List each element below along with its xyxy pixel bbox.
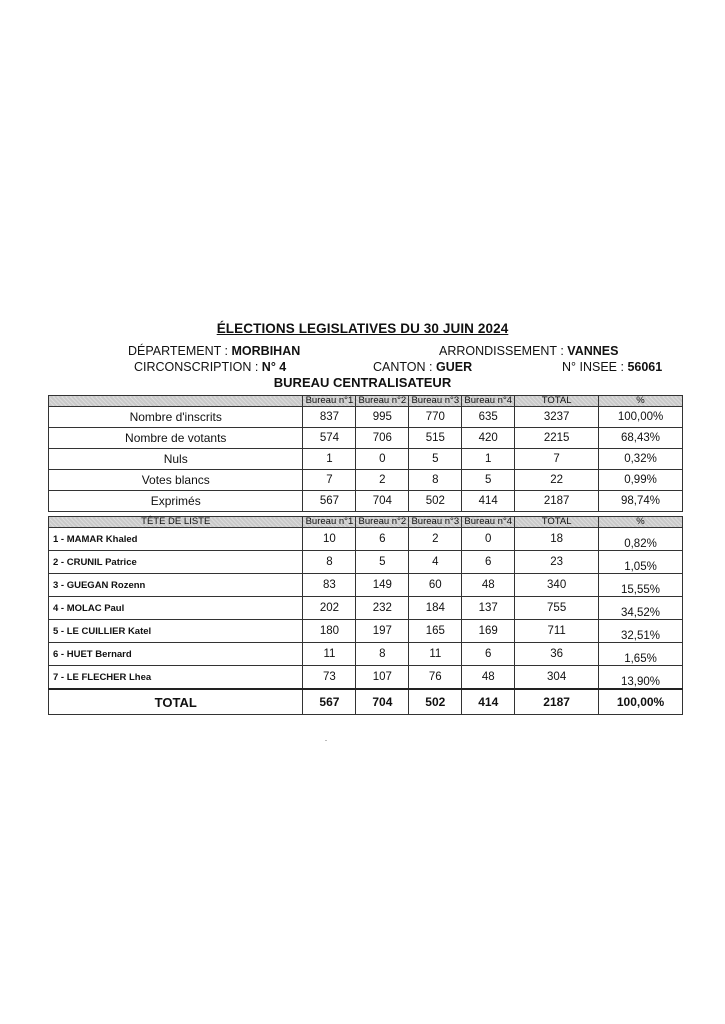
row-label: Nombre de votants [49,428,303,449]
cell: 420 [462,428,515,449]
cell: 0 [462,528,515,551]
cell: 48 [462,574,515,597]
arrondissement-label: ARRONDISSEMENT : [439,344,564,358]
cell: 11 [303,643,356,666]
candidate-label: 5 - LE CUILLIER Katel [49,620,303,643]
cell: 107 [356,666,409,690]
results-header-bureau-1: Bureau n°1 [303,517,356,528]
document-title: ÉLECTIONS LEGISLATIVES DU 30 JUIN 2024 [216,321,509,336]
insee-label: N° INSEE : [562,360,624,374]
total-label: TOTAL [49,689,303,715]
cell: 68,43% [599,428,683,449]
cell: 7 [303,470,356,491]
cell: 202 [303,597,356,620]
results-header-total: TOTAL [515,517,599,528]
cell: 8 [303,551,356,574]
circonscription [134,360,286,374]
cell: 18 [515,528,599,551]
cell: 6 [356,528,409,551]
table-row [49,620,683,643]
canton-value: GUER [435,360,473,374]
cell: 76 [409,666,462,690]
summary-table [48,395,683,512]
table-row [49,407,683,428]
table-row [49,643,683,666]
canton-label: CANTON : [373,360,433,374]
cell: 13,90% [599,666,683,690]
candidate-label: 7 - LE FLECHER Lhea [49,666,303,690]
row-label: Votes blancs [49,470,303,491]
table-row [49,666,683,690]
cell: 165 [409,620,462,643]
cell: 5 [462,470,515,491]
row-label: Nuls [49,449,303,470]
arrondissement-value: VANNES [567,344,619,358]
insee-value: 56061 [627,360,663,374]
summary-header-bureau-2: Bureau n°2 [356,396,409,407]
candidate-label: 6 - HUET Bernard [49,643,303,666]
summary-header-row [49,396,683,407]
table-row [49,597,683,620]
cell: 704 [356,689,409,715]
cell: 2187 [515,689,599,715]
cell: 197 [356,620,409,643]
departement [128,344,300,358]
cell: 36 [515,643,599,666]
results-header-percent: % [599,517,683,528]
cell: 995 [356,407,409,428]
cell: 414 [462,491,515,512]
cell: 23 [515,551,599,574]
scan-speck [325,740,327,741]
table-row [49,491,683,512]
results-header-bureau-3: Bureau n°3 [409,517,462,528]
cell: 0,82% [599,528,683,551]
cell: 3237 [515,407,599,428]
cell: 6 [462,551,515,574]
cell: 502 [409,689,462,715]
cell: 515 [409,428,462,449]
candidate-label: 1 - MAMAR Khaled [49,528,303,551]
cell: 169 [462,620,515,643]
cell: 1 [303,449,356,470]
candidate-label: 2 - CRUNIL Patrice [49,551,303,574]
summary-header-total: TOTAL [515,396,599,407]
insee [562,360,662,374]
results-header-tete-de-liste: TÊTE DE LISTE [49,517,303,528]
circonscription-label: CIRCONSCRIPTION : [134,360,259,374]
cell: 5 [356,551,409,574]
cell: 304 [515,666,599,690]
cell: 635 [462,407,515,428]
row-label: Exprimés [49,491,303,512]
table-row [49,551,683,574]
departement-label: DÉPARTEMENT : [128,344,229,358]
cell: 706 [356,428,409,449]
cell: 770 [409,407,462,428]
cell: 10 [303,528,356,551]
cell: 704 [356,491,409,512]
cell: 567 [303,689,356,715]
cell: 60 [409,574,462,597]
summary-header-bureau-3: Bureau n°3 [409,396,462,407]
summary-header-bureau-4: Bureau n°4 [462,396,515,407]
cell: 1,05% [599,551,683,574]
cell: 32,51% [599,620,683,643]
cell: 340 [515,574,599,597]
cell: 7 [515,449,599,470]
cell: 574 [303,428,356,449]
cell: 755 [515,597,599,620]
summary-header-blank [49,396,303,407]
canton [373,360,472,374]
arrondissement [439,344,618,358]
cell: 2187 [515,491,599,512]
cell: 73 [303,666,356,690]
cell: 0 [356,449,409,470]
cell: 2 [409,528,462,551]
table-row [49,470,683,491]
cell: 15,55% [599,574,683,597]
table-row [49,574,683,597]
cell: 149 [356,574,409,597]
table-row [49,449,683,470]
circonscription-value: N° 4 [261,360,287,374]
cell: 0,32% [599,449,683,470]
cell: 5 [409,449,462,470]
candidate-label: 4 - MOLAC Paul [49,597,303,620]
cell: 1,65% [599,643,683,666]
cell: 502 [409,491,462,512]
cell: 4 [409,551,462,574]
cell: 83 [303,574,356,597]
cell: 8 [356,643,409,666]
results-header-bureau-2: Bureau n°2 [356,517,409,528]
cell: 711 [515,620,599,643]
results-header-row [49,517,683,528]
cell: 6 [462,643,515,666]
cell: 2215 [515,428,599,449]
results-header-bureau-4: Bureau n°4 [462,517,515,528]
cell: 137 [462,597,515,620]
total-row [49,689,683,715]
results-table [48,516,683,715]
candidate-label: 3 - GUEGAN Rozenn [49,574,303,597]
departement-value: MORBIHAN [231,344,301,358]
cell: 184 [409,597,462,620]
cell: 837 [303,407,356,428]
summary-header-percent: % [599,396,683,407]
table-row [49,528,683,551]
cell: 100,00% [599,407,683,428]
cell: 180 [303,620,356,643]
cell: 11 [409,643,462,666]
cell: 2 [356,470,409,491]
cell: 0,99% [599,470,683,491]
cell: 100,00% [599,689,683,715]
cell: 1 [462,449,515,470]
cell: 34,52% [599,597,683,620]
table-row [49,428,683,449]
cell: 232 [356,597,409,620]
cell: 48 [462,666,515,690]
cell: 567 [303,491,356,512]
cell: 414 [462,689,515,715]
cell: 22 [515,470,599,491]
section-subtitle: BUREAU CENTRALISATEUR [273,375,452,390]
summary-header-bureau-1: Bureau n°1 [303,396,356,407]
cell: 98,74% [599,491,683,512]
cell: 8 [409,470,462,491]
row-label: Nombre d'inscrits [49,407,303,428]
